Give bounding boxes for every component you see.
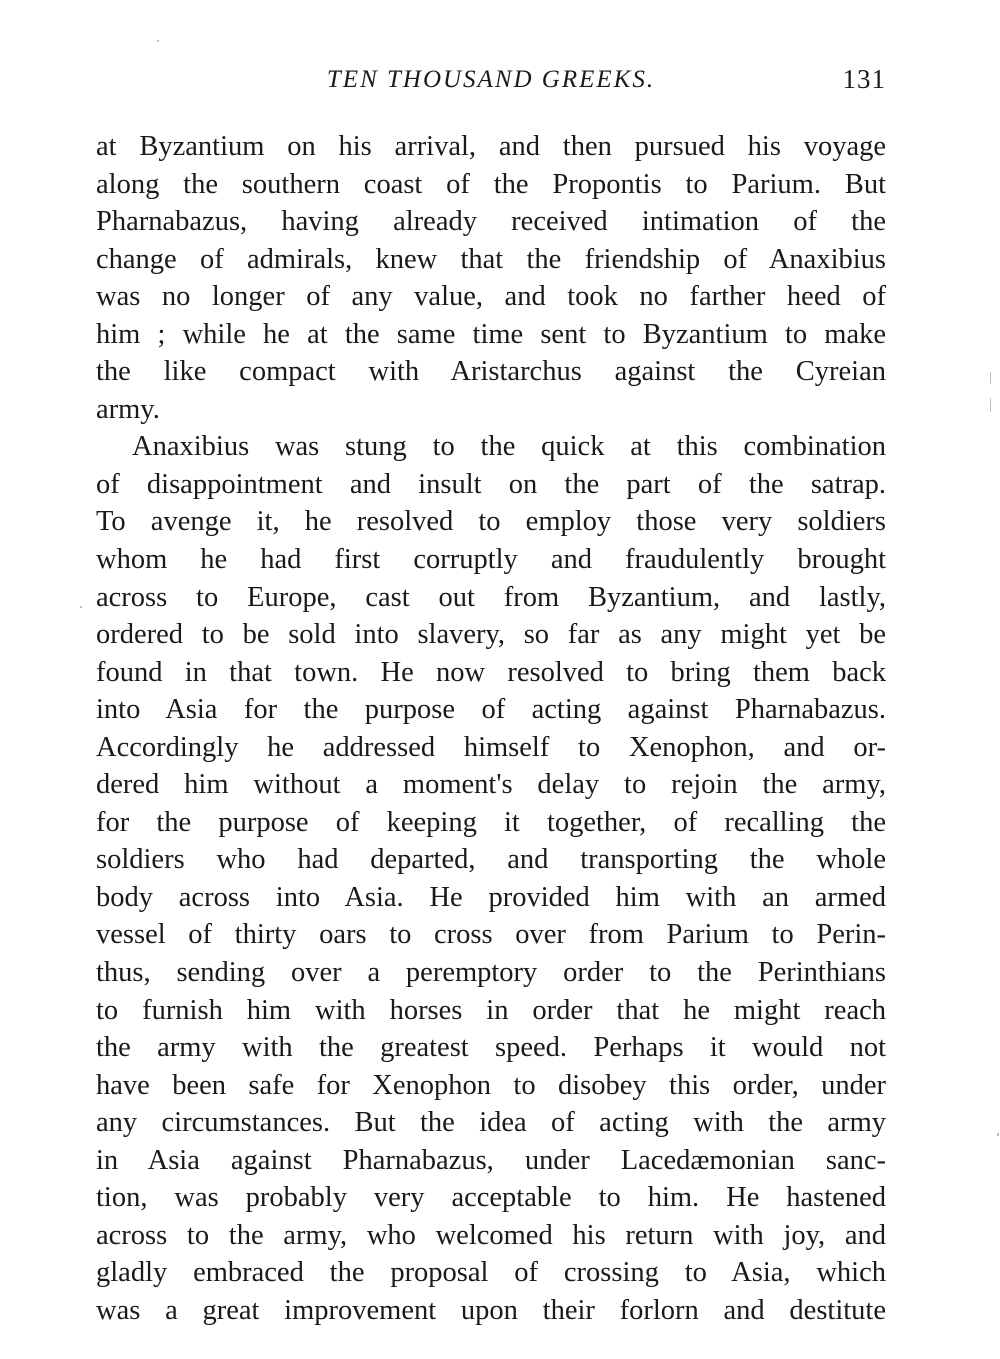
text-line: any circumstances. But the idea of acting with the army xyxy=(96,1107,886,1139)
text-line: the like compact with Aristarchus against the Cyreian xyxy=(96,356,886,388)
text-line: gladly embraced the proposal of crossing to Asia, which xyxy=(96,1257,886,1289)
text-line: Pharnabazus, having already received intimation of the xyxy=(96,206,886,238)
text-line: at Byzantium on his arrival, and then pursued his voyage xyxy=(96,131,886,162)
text-line: found in that town. He now resolved to bring them back xyxy=(96,656,886,688)
scan-mark xyxy=(997,1133,999,1136)
text-line: vessel of thirty oars to cross over from Parium to Perin- xyxy=(96,919,886,951)
text-line: To avenge it, he resolved to employ those very soldiers xyxy=(96,506,886,538)
text-line: of disappointment and insult on the part of the satrap. xyxy=(96,468,886,500)
running-header xyxy=(96,66,886,106)
text-line: was a great improvement upon their forlorn and destitute xyxy=(96,1294,886,1326)
scan-mark xyxy=(990,398,991,412)
paragraph-first-line: Anaxibius was stung to the quick at this combination xyxy=(132,431,886,463)
text-line: across to Europe, cast out from Byzantium, and lastly, xyxy=(96,581,886,613)
scan-mark xyxy=(157,40,159,42)
text-line: along the southern coast of the Propontis to Parium. But xyxy=(96,168,886,200)
text-line: to furnish him with horses in order that he might reach xyxy=(96,994,886,1026)
running-title: TEN THOUSAND GREEKS. xyxy=(326,66,656,93)
text-line: ordered to be sold into slavery, so far as any might yet be xyxy=(96,619,886,651)
text-line: have been safe for Xenophon to disobey this order, under xyxy=(96,1069,886,1101)
text-line: the army with the greatest speed. Perhaps it would not xyxy=(96,1032,886,1064)
text-line: soldiers who had departed, and transporting the whole xyxy=(96,844,886,876)
paragraph-end-line: army. xyxy=(96,393,160,425)
text-line: change of admirals, knew that the friendship of Anaxibius xyxy=(96,243,886,275)
text-line: in Asia against Pharnabazus, under Lacedæmonian sanc- xyxy=(96,1144,886,1176)
text-line: whom he had first corruptly and fraudulently brought xyxy=(96,544,886,576)
body-text xyxy=(96,128,886,1330)
text-line: dered him without a moment's delay to rejoin the army, xyxy=(96,769,886,801)
scan-mark xyxy=(80,606,82,608)
text-line: across to the army, who welcomed his return with joy, and xyxy=(96,1219,886,1251)
text-line: for the purpose of keeping it together, of recalling the xyxy=(96,806,886,838)
text-line: thus, sending over a peremptory order to the Perinthians xyxy=(96,957,886,989)
text-line: him ; while he at the same time sent to Byzantium to make xyxy=(96,318,886,350)
text-line: tion, was probably very acceptable to him. He hastened xyxy=(96,1182,886,1214)
text-line: body across into Asia. He provided him with an armed xyxy=(96,881,886,913)
page-number: 131 xyxy=(842,64,886,94)
text-line: into Asia for the purpose of acting against Pharnabazus. xyxy=(96,694,886,726)
text-line: was no longer of any value, and took no farther heed of xyxy=(96,281,886,313)
scan-mark xyxy=(990,372,991,384)
text-line: Accordingly he addressed himself to Xenophon, and or- xyxy=(96,731,886,763)
